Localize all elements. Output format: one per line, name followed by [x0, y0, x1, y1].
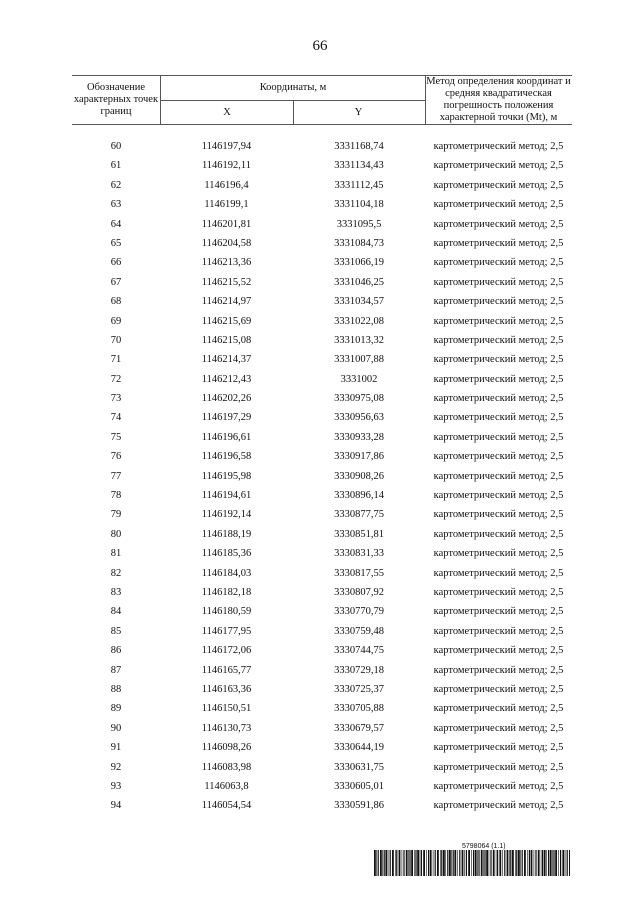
cell-y: 3330896,14 — [334, 490, 384, 502]
cell-y: 3330759,48 — [334, 625, 384, 637]
cell-x: 1146063,8 — [204, 780, 249, 792]
cell-x: 1146192,11 — [201, 160, 252, 172]
cell-point: 89 — [110, 703, 122, 715]
cell-point: 66 — [110, 257, 122, 269]
cell-method: картометрический метод; 2,5 — [433, 431, 564, 443]
cell-method: картометрический метод; 2,5 — [433, 141, 564, 152]
cell-point: 82 — [110, 567, 122, 579]
cell-y: 3330705,88 — [334, 703, 384, 715]
cell-y: 3331104,18 — [334, 199, 384, 211]
cell-y: 3331095,5 — [336, 218, 382, 230]
cell-point: 72 — [110, 373, 122, 385]
cell-y: 3331134,43 — [334, 160, 384, 172]
cell-method: картометрический метод; 2,5 — [433, 451, 564, 463]
table-row — [72, 447, 572, 466]
header-coordinates-group — [160, 76, 426, 124]
table-row — [72, 661, 572, 680]
cell-point: 86 — [110, 645, 122, 657]
cell-y: 3330956,63 — [334, 412, 384, 424]
cell-method: картометрический метод; 2,5 — [433, 664, 564, 676]
cell-x: 1146150,51 — [201, 703, 252, 715]
cell-x: 1146165,77 — [201, 664, 252, 676]
cell-method: картометрический метод; 2,5 — [433, 625, 564, 637]
cell-point: 78 — [110, 490, 122, 502]
table-row — [72, 234, 572, 253]
cell-x: 1146214,37 — [201, 354, 252, 366]
cell-y: 3331022,08 — [334, 315, 384, 327]
table-row — [72, 641, 572, 660]
cell-method: картометрический метод; 2,5 — [433, 703, 564, 715]
cell-x: 1146214,97 — [201, 296, 252, 308]
cell-point: 83 — [110, 586, 122, 598]
cell-point: 93 — [110, 780, 122, 792]
cell-method: картометрический метод; 2,5 — [433, 315, 564, 327]
cell-point: 92 — [110, 761, 122, 773]
cell-y: 3330591,86 — [334, 800, 384, 812]
cell-point: 87 — [110, 664, 122, 676]
cell-y: 3331007,88 — [334, 354, 384, 366]
cell-method: картометрический метод; 2,5 — [433, 548, 564, 560]
table-row — [72, 428, 572, 447]
cell-y: 3330605,01 — [334, 780, 384, 792]
page-number: 66 — [312, 38, 328, 54]
cell-point: 61 — [110, 160, 122, 172]
cell-method: картометрический метод; 2,5 — [433, 354, 564, 366]
cell-method: картометрический метод; 2,5 — [433, 296, 564, 308]
cell-method: картометрический метод; 2,5 — [433, 800, 564, 812]
cell-point: 94 — [110, 800, 122, 812]
cell-y: 3331046,25 — [334, 276, 384, 288]
table-row — [72, 273, 572, 292]
cell-point: 71 — [110, 354, 122, 366]
cell-point: 88 — [110, 683, 122, 695]
cell-point: 84 — [110, 606, 122, 618]
cell-y: 3331168,74 — [334, 141, 384, 152]
cell-x: 1146204,58 — [201, 237, 252, 249]
cell-point: 77 — [110, 470, 122, 482]
cell-x: 1146195,98 — [201, 470, 252, 482]
cell-y: 3330917,86 — [334, 451, 384, 463]
cell-x: 1146172,06 — [201, 645, 252, 657]
table-row — [72, 758, 572, 777]
cell-method: картометрический метод; 2,5 — [433, 179, 564, 191]
header-y: Y — [354, 106, 363, 118]
cell-point: 69 — [110, 315, 122, 327]
cell-point: 76 — [110, 451, 122, 463]
cell-x: 1146098,26 — [201, 742, 252, 754]
cell-x: 1146177,95 — [201, 625, 252, 637]
cell-point: 79 — [110, 509, 122, 521]
table-row — [72, 195, 572, 214]
cell-x: 1146197,94 — [201, 141, 252, 152]
cell-x: 1146194,61 — [201, 490, 252, 502]
cell-y: 3330908,26 — [334, 470, 384, 482]
cell-point: 68 — [110, 296, 122, 308]
table-row — [72, 602, 572, 621]
cell-point: 67 — [110, 276, 122, 288]
table-row — [72, 719, 572, 738]
cell-x: 1146182,18 — [201, 586, 252, 598]
cell-y: 3330679,57 — [334, 722, 384, 734]
table-body — [72, 137, 572, 816]
cell-point: 73 — [110, 393, 122, 405]
cell-y: 3330851,81 — [334, 528, 384, 540]
cell-x: 1146212,43 — [201, 373, 252, 385]
cell-x: 1146163,36 — [201, 683, 252, 695]
table-row — [72, 350, 572, 369]
barcode-image — [374, 850, 570, 876]
cell-method: картометрический метод; 2,5 — [433, 528, 564, 540]
cell-method: картометрический метод; 2,5 — [433, 257, 564, 269]
cell-y: 3330729,18 — [334, 664, 384, 676]
cell-y: 3330877,75 — [334, 509, 384, 521]
table-row — [72, 796, 572, 815]
cell-y: 3330933,28 — [334, 431, 384, 443]
cell-method: картометрический метод; 2,5 — [433, 645, 564, 657]
cell-point: 90 — [110, 722, 122, 734]
cell-x: 1146215,52 — [201, 276, 252, 288]
cell-method: картометрический метод; 2,5 — [433, 722, 564, 734]
cell-y: 3330725,37 — [334, 683, 384, 695]
table-row — [72, 331, 572, 350]
cell-method: картометрический метод; 2,5 — [433, 412, 564, 424]
cell-method: картометрический метод; 2,5 — [433, 160, 564, 172]
cell-x: 1146185,36 — [201, 548, 252, 560]
cell-method: картометрический метод; 2,5 — [433, 237, 564, 249]
cell-method: картометрический метод; 2,5 — [433, 606, 564, 618]
cell-x: 1146197,29 — [201, 412, 252, 424]
table-row — [72, 544, 572, 563]
table-row — [72, 680, 572, 699]
cell-method: картометрический метод; 2,5 — [433, 218, 564, 230]
cell-x: 1146202,26 — [201, 393, 252, 405]
table-row — [72, 389, 572, 408]
table-row — [72, 486, 572, 505]
table-row — [72, 156, 572, 175]
cell-x: 1146192,14 — [201, 509, 252, 521]
cell-y: 3331084,73 — [334, 237, 384, 249]
cell-method: картометрический метод; 2,5 — [433, 761, 564, 773]
cell-y: 3330831,33 — [334, 548, 384, 560]
cell-point: 75 — [110, 431, 122, 443]
cell-y: 3331002 — [340, 373, 378, 385]
table-row — [72, 312, 572, 331]
table-row — [72, 699, 572, 718]
cell-method: картометрический метод; 2,5 — [433, 683, 564, 695]
cell-point: 74 — [110, 412, 122, 424]
cell-x: 1146215,08 — [201, 334, 252, 346]
table-row — [72, 137, 572, 156]
cell-method: картометрический метод; 2,5 — [433, 393, 564, 405]
table-row — [72, 253, 572, 272]
cell-method: картометрический метод; 2,5 — [433, 742, 564, 754]
cell-point: 60 — [110, 141, 122, 152]
header-x: X — [161, 101, 294, 124]
cell-method: картометрический метод; 2,5 — [433, 276, 564, 288]
cell-y: 3330744,75 — [334, 645, 384, 657]
cell-method: картометрический метод; 2,5 — [433, 586, 564, 598]
table-row — [72, 564, 572, 583]
cell-method: картометрический метод; 2,5 — [433, 470, 564, 482]
cell-point: 91 — [110, 742, 122, 754]
cell-point: 70 — [110, 334, 122, 346]
cell-x: 1146213,36 — [201, 257, 252, 269]
cell-method: картометрический метод; 2,5 — [433, 373, 564, 385]
cell-y: 3330975,08 — [334, 393, 384, 405]
cell-y: 3330817,55 — [334, 567, 384, 579]
cell-x: 1146054,54 — [201, 800, 252, 812]
cell-method: картометрический метод; 2,5 — [433, 490, 564, 502]
cell-y: 3331112,45 — [334, 179, 384, 191]
cell-point: 64 — [110, 218, 122, 230]
cell-x: 1146083,98 — [201, 761, 252, 773]
cell-method: картометрический метод; 2,5 — [433, 780, 564, 792]
cell-x: 1146196,4 — [204, 179, 249, 191]
table-row — [72, 505, 572, 524]
cell-point: 65 — [110, 237, 122, 249]
table-row — [72, 583, 572, 602]
cell-x: 1146180,59 — [201, 606, 252, 618]
cell-point: 85 — [110, 625, 122, 637]
cell-method: картометрический метод; 2,5 — [433, 567, 564, 579]
table-row — [72, 738, 572, 757]
barcode-label: 5798064 (1.1) — [462, 843, 506, 850]
cell-method: картометрический метод; 2,5 — [433, 509, 564, 521]
header-method: Метод определения координат и средняя квадратическая погрешность положения характерной точки (Mt), м — [426, 76, 571, 123]
cell-method: картометрический метод; 2,5 — [433, 334, 564, 346]
cell-y: 3331034,57 — [334, 296, 384, 308]
cell-x: 1146199,1 — [204, 199, 249, 211]
table-row — [72, 525, 572, 544]
cell-x: 1146196,58 — [201, 451, 252, 463]
cell-y: 3331066,19 — [334, 257, 384, 269]
cell-y: 3330644,19 — [334, 742, 384, 754]
cell-y: 3330631,75 — [334, 761, 384, 773]
cell-point: 62 — [110, 179, 122, 191]
cell-x: 1146196,61 — [201, 431, 252, 443]
table-row — [72, 215, 572, 234]
cell-x: 1146184,03 — [201, 567, 252, 579]
table-row — [72, 370, 572, 389]
cell-y: 3331013,32 — [334, 334, 384, 346]
cell-point: 63 — [110, 199, 122, 211]
table-header — [72, 75, 572, 125]
table-row — [72, 622, 572, 641]
table-row — [72, 176, 572, 195]
cell-x: 1146130,73 — [201, 722, 252, 734]
header-coordinates: Координаты, м — [161, 76, 425, 101]
cell-method: картометрический метод; 2,5 — [433, 199, 564, 211]
table-row — [72, 467, 572, 486]
table-row — [72, 408, 572, 427]
cell-point: 81 — [110, 548, 122, 560]
table-row — [72, 292, 572, 311]
table-row — [72, 777, 572, 796]
cell-x: 1146215,69 — [201, 315, 252, 327]
cell-x: 1146201,81 — [201, 218, 252, 230]
cell-point: 80 — [110, 528, 122, 540]
cell-x: 1146188,19 — [201, 528, 252, 540]
cell-y: 3330770,79 — [334, 606, 384, 618]
cell-y: 3330807,92 — [334, 586, 384, 598]
header-designation: Обозначение характерных точек границ — [73, 82, 159, 117]
